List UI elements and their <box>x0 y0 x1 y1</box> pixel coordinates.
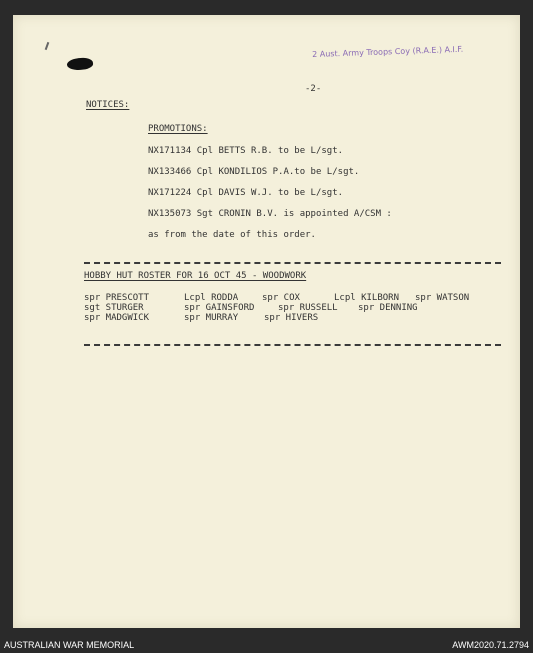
promotion-line: NX171224 Cpl DAVIS W.J. to be L/sgt. <box>148 188 344 198</box>
roster-entry: spr RUSSELL <box>278 303 338 313</box>
promotions-heading: PROMOTIONS: <box>148 124 208 134</box>
roster-entry: spr MADGWICK <box>84 313 150 323</box>
roster-entry: sgt STURGER <box>84 303 144 313</box>
unit-stamp: 2 Aust. Army Troops Coy (R.A.E.) A.I.F. <box>312 44 464 59</box>
roster-entry: Lcpl RODDA <box>184 293 239 303</box>
roster-entry: spr WATSON <box>415 293 470 303</box>
roster-heading: HOBBY HUT ROSTER FOR 16 OCT 45 - WOODWORK <box>84 271 307 281</box>
page-number: -2- <box>305 84 322 94</box>
roster-entry: spr DENNING <box>358 303 418 313</box>
dashed-separator-top <box>84 262 501 264</box>
roster-entry: spr PRESCOTT <box>84 293 150 303</box>
footer-accession-number: AWM2020.71.2794 <box>452 640 529 650</box>
promotion-line: NX171134 Cpl BETTS R.B. to be L/sgt. <box>148 146 344 156</box>
promotion-line: NX133466 Cpl KONDILIOS P.A.to be L/sgt. <box>148 167 360 177</box>
notices-heading: NOTICES: <box>86 100 130 110</box>
promotion-line: NX135073 Sgt CRONIN B.V. is appointed A/CSM : <box>148 209 392 219</box>
roster-entry: spr COX <box>262 293 300 303</box>
roster-entry: spr MURRAY <box>184 313 239 323</box>
dashed-separator-bottom <box>84 344 501 346</box>
roster-entry: spr GAINSFORD <box>184 303 255 313</box>
roster-entry: Lcpl KILBORN <box>334 293 400 303</box>
roster-entry: spr HIVERS <box>264 313 319 323</box>
footer-source: AUSTRALIAN WAR MEMORIAL <box>4 640 135 650</box>
promotion-line: as from the date of this order. <box>148 230 316 240</box>
